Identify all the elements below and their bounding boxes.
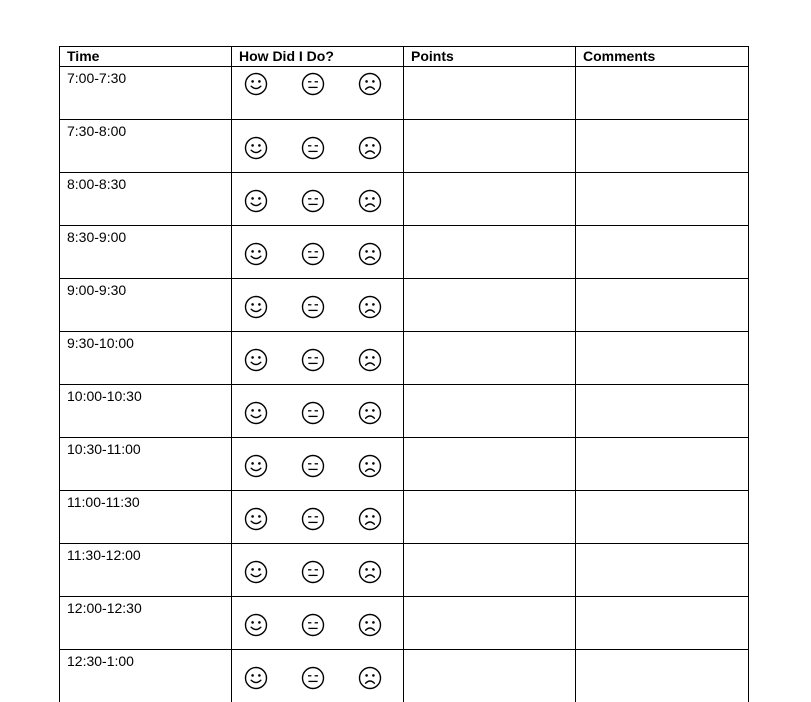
comments-column-header: Comments bbox=[576, 47, 749, 67]
neutral-face-icon[interactable] bbox=[301, 613, 325, 637]
rating-cell bbox=[232, 438, 404, 491]
rating-cell bbox=[232, 650, 404, 702]
time-slot-row bbox=[60, 173, 749, 226]
happy-face-icon[interactable] bbox=[244, 401, 268, 425]
comments-cell[interactable] bbox=[576, 491, 749, 544]
neutral-face-icon[interactable] bbox=[301, 295, 325, 319]
time-column-header: Time bbox=[60, 47, 232, 67]
sad-face-icon[interactable] bbox=[358, 348, 382, 372]
comments-cell[interactable] bbox=[576, 279, 749, 332]
points-cell[interactable] bbox=[404, 385, 576, 438]
sad-face-icon[interactable] bbox=[358, 454, 382, 478]
sad-face-icon[interactable] bbox=[358, 507, 382, 531]
rating-cell bbox=[232, 173, 404, 226]
neutral-face-icon[interactable] bbox=[301, 507, 325, 531]
time-slot-row bbox=[60, 279, 749, 332]
comments-cell[interactable] bbox=[576, 173, 749, 226]
time-slot-row bbox=[60, 332, 749, 385]
rating-faces bbox=[232, 173, 403, 225]
neutral-face-icon[interactable] bbox=[301, 560, 325, 584]
neutral-face-icon[interactable] bbox=[301, 666, 325, 690]
rating-faces bbox=[232, 120, 403, 172]
rating-cell bbox=[232, 120, 404, 173]
neutral-face-icon[interactable] bbox=[301, 454, 325, 478]
happy-face-icon[interactable] bbox=[244, 507, 268, 531]
happy-face-icon[interactable] bbox=[244, 242, 268, 266]
happy-face-icon[interactable] bbox=[244, 454, 268, 478]
time-slot-label: 7:00-7:30 bbox=[60, 67, 232, 120]
rating-cell bbox=[232, 332, 404, 385]
rating-faces bbox=[232, 597, 403, 649]
sad-face-icon[interactable] bbox=[358, 560, 382, 584]
time-slot-label: 12:00-12:30 bbox=[60, 597, 232, 650]
time-slot-row bbox=[60, 491, 749, 544]
time-slot-row bbox=[60, 438, 749, 491]
sad-face-icon[interactable] bbox=[358, 72, 382, 96]
time-slot-label: 8:30-9:00 bbox=[60, 226, 232, 279]
time-slot-label: 10:30-11:00 bbox=[60, 438, 232, 491]
neutral-face-icon[interactable] bbox=[301, 72, 325, 96]
comments-cell[interactable] bbox=[576, 438, 749, 491]
rating-faces bbox=[232, 544, 403, 596]
neutral-face-icon[interactable] bbox=[301, 189, 325, 213]
comments-cell[interactable] bbox=[576, 597, 749, 650]
time-slot-row bbox=[60, 597, 749, 650]
time-slot-label: 12:30-1:00 bbox=[60, 650, 232, 702]
comments-cell[interactable] bbox=[576, 120, 749, 173]
rating-cell bbox=[232, 491, 404, 544]
points-cell[interactable] bbox=[404, 173, 576, 226]
sad-face-icon[interactable] bbox=[358, 189, 382, 213]
rating-faces bbox=[232, 226, 403, 278]
happy-face-icon[interactable] bbox=[244, 613, 268, 637]
points-cell[interactable] bbox=[404, 67, 576, 120]
rating-cell bbox=[232, 226, 404, 279]
time-slot-label: 7:30-8:00 bbox=[60, 120, 232, 173]
rating-faces bbox=[232, 650, 403, 702]
points-cell[interactable] bbox=[404, 438, 576, 491]
time-slot-row bbox=[60, 120, 749, 173]
rating-faces bbox=[232, 332, 403, 384]
comments-cell[interactable] bbox=[576, 332, 749, 385]
happy-face-icon[interactable] bbox=[244, 72, 268, 96]
points-cell[interactable] bbox=[404, 544, 576, 597]
sad-face-icon[interactable] bbox=[358, 666, 382, 690]
happy-face-icon[interactable] bbox=[244, 189, 268, 213]
points-cell[interactable] bbox=[404, 120, 576, 173]
rating-cell bbox=[232, 67, 404, 120]
time-slot-row bbox=[60, 67, 749, 120]
happy-face-icon[interactable] bbox=[244, 666, 268, 690]
header-row bbox=[60, 47, 749, 67]
comments-cell[interactable] bbox=[576, 650, 749, 702]
points-cell[interactable] bbox=[404, 226, 576, 279]
time-slot-row bbox=[60, 650, 749, 702]
rating-cell bbox=[232, 385, 404, 438]
neutral-face-icon[interactable] bbox=[301, 401, 325, 425]
time-slot-label: 9:00-9:30 bbox=[60, 279, 232, 332]
sad-face-icon[interactable] bbox=[358, 295, 382, 319]
sad-face-icon[interactable] bbox=[358, 613, 382, 637]
comments-cell[interactable] bbox=[576, 544, 749, 597]
happy-face-icon[interactable] bbox=[244, 348, 268, 372]
time-slot-label: 11:30-12:00 bbox=[60, 544, 232, 597]
comments-cell[interactable] bbox=[576, 226, 749, 279]
neutral-face-icon[interactable] bbox=[301, 348, 325, 372]
points-column-header: Points bbox=[404, 47, 576, 67]
sad-face-icon[interactable] bbox=[358, 242, 382, 266]
sad-face-icon[interactable] bbox=[358, 136, 382, 160]
behavior-chart-sheet bbox=[59, 46, 748, 702]
comments-cell[interactable] bbox=[576, 67, 749, 120]
points-cell[interactable] bbox=[404, 279, 576, 332]
points-cell[interactable] bbox=[404, 332, 576, 385]
happy-face-icon[interactable] bbox=[244, 560, 268, 584]
rating-cell bbox=[232, 544, 404, 597]
time-slot-label: 8:00-8:30 bbox=[60, 173, 232, 226]
neutral-face-icon[interactable] bbox=[301, 242, 325, 266]
sad-face-icon[interactable] bbox=[358, 401, 382, 425]
rating-faces bbox=[232, 438, 403, 490]
happy-face-icon[interactable] bbox=[244, 136, 268, 160]
time-slot-row bbox=[60, 385, 749, 438]
neutral-face-icon[interactable] bbox=[301, 136, 325, 160]
rating-faces bbox=[232, 385, 403, 437]
points-cell[interactable] bbox=[404, 650, 576, 702]
rating-cell bbox=[232, 279, 404, 332]
time-slot-row bbox=[60, 226, 749, 279]
time-slot-label: 11:00-11:30 bbox=[60, 491, 232, 544]
time-slot-label: 10:00-10:30 bbox=[60, 385, 232, 438]
time-slot-label: 9:30-10:00 bbox=[60, 332, 232, 385]
points-cell[interactable] bbox=[404, 491, 576, 544]
rating-faces bbox=[232, 279, 403, 331]
rating-faces bbox=[232, 491, 403, 543]
comments-cell[interactable] bbox=[576, 385, 749, 438]
behavior-tracker-table bbox=[59, 46, 749, 702]
how-did-i-do-column-header: How Did I Do? bbox=[232, 47, 404, 67]
points-cell[interactable] bbox=[404, 597, 576, 650]
time-slot-row bbox=[60, 544, 749, 597]
rating-faces bbox=[232, 67, 403, 119]
rating-cell bbox=[232, 597, 404, 650]
happy-face-icon[interactable] bbox=[244, 295, 268, 319]
